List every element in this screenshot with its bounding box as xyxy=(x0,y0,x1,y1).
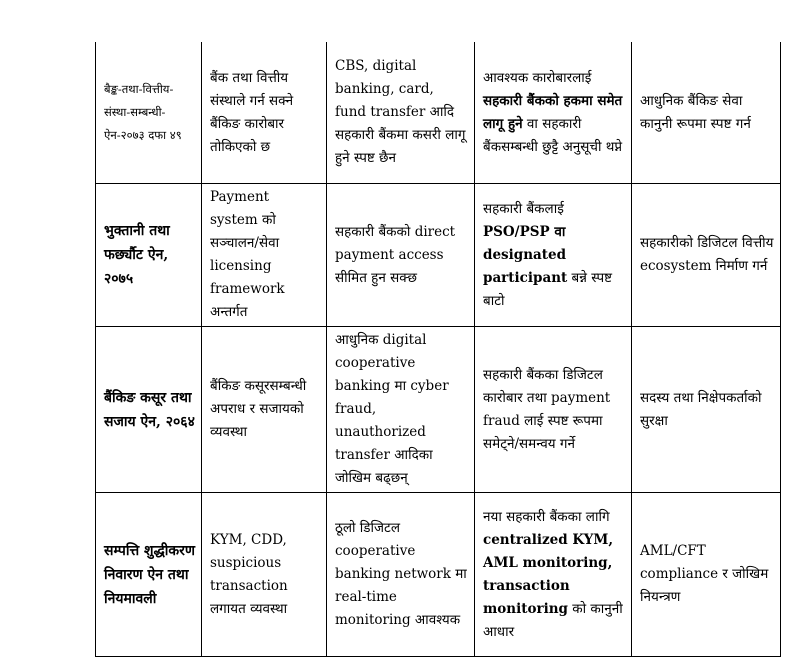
scope-text: Payment system को सञ्चालन/सेवा licensing framework अन्तर्गत xyxy=(210,189,285,320)
outcome-cell xyxy=(632,327,781,493)
law-name: बैङ्क-तथा-वित्तीय-संस्था-सम्बन्धी-ऐन-२०७३ दफा ४९ xyxy=(104,82,182,142)
reform-text-post: वा सहकारी बैंकसम्बन्धी छुट्टै अनुसूची थप्ने xyxy=(483,115,623,155)
gap-cell xyxy=(327,493,475,657)
outcome-cell xyxy=(632,493,781,657)
law-name-cell xyxy=(96,493,202,657)
law-name: बैंकिङ कसूर तथा सजाय ऐन, २०६४ xyxy=(104,389,195,430)
law-name-cell xyxy=(96,42,202,184)
reform-text-pre: नया सहकारी बैंकका लागि xyxy=(483,508,610,525)
outcome-text: सदस्य तथा निक्षेपकर्ताको सुरक्षा xyxy=(640,389,762,429)
gap-cell xyxy=(327,327,475,493)
reform-cell xyxy=(475,493,632,657)
table-row xyxy=(96,327,781,493)
table-row xyxy=(96,184,781,327)
reform-text-pre: सहकारी बैंकका डिजिटल कारोबार तथा payment fraud लाई स्पष्ट रूपमा समेट्ने/समन्वय गर्ने xyxy=(483,366,611,452)
reform-text-bold: PSO/PSP वा designated participant xyxy=(483,223,568,286)
scope-cell xyxy=(202,184,327,327)
reform-cell xyxy=(475,327,632,493)
reform-text-pre: आवश्यक कारोबारलाई xyxy=(483,69,592,86)
reform-text-bold: सहकारी बैंकको हकमा समेत लागू हुने xyxy=(483,92,623,132)
table-row xyxy=(96,493,781,657)
reform-text-post: बन्ने स्पष्ट बाटो xyxy=(483,269,613,309)
reform-text-bold: centralized KYM, AML monitoring, transaction monitoring xyxy=(483,531,614,617)
scope-text: बैंकिङ कसूरसम्बन्धी अपराध र सजायको व्यवस्था xyxy=(210,378,307,440)
reform-cell xyxy=(475,42,632,184)
reform-text-pre: सहकारी बैंकलाई xyxy=(483,200,564,217)
gap-text: CBS, digital banking, card, fund transfer आदि सहकारी बैंकमा कसरी लागू हुने स्पष्ट छैन xyxy=(335,58,466,166)
outcome-text: AML/CFT compliance र जोखिम नियन्त्रण xyxy=(640,543,769,605)
gap-text: आधुनिक digital cooperative banking मा cyber fraud, unauthorized transfer आदिका जोखिम बढ्छन् xyxy=(335,332,449,486)
scope-cell xyxy=(202,42,327,184)
scope-cell xyxy=(202,493,327,657)
law-name: भुक्तानी तथा फर्छ्यौट ऐन, २०७५ xyxy=(104,223,170,287)
reform-cell xyxy=(475,184,632,327)
scope-text: KYM, CDD, suspicious transaction लगायत व्यवस्था xyxy=(210,531,288,617)
law-name-cell xyxy=(96,327,202,493)
scope-cell xyxy=(202,327,327,493)
table-row xyxy=(96,42,781,184)
gap-cell xyxy=(327,184,475,327)
gap-cell xyxy=(327,42,475,184)
law-name-cell xyxy=(96,184,202,327)
law-name: सम्पत्ति शुद्धीकरण निवारण ऐन तथा नियमावली xyxy=(104,542,195,607)
outcome-text: आधुनिक बैंकिङ सेवा कानुनी रूपमा स्पष्ट गर्न xyxy=(640,92,751,132)
gap-text: ठूलो डिजिटल cooperative banking network मा real-time monitoring आवश्यक xyxy=(335,520,467,628)
gap-text: सहकारी बैंकको direct payment access सीमित हुन सक्छ xyxy=(335,223,456,286)
scope-text: बैंक तथा वित्तीय संस्थाले गर्न सक्ने बैंकिङ कारोबार तोकिएको छ xyxy=(210,69,294,155)
outcome-cell xyxy=(632,42,781,184)
outcome-cell xyxy=(632,184,781,327)
outcome-text: सहकारीको डिजिटल वित्तीय ecosystem निर्माण गर्न xyxy=(640,235,774,274)
reform-text-post: को कानुनी आधार xyxy=(483,600,623,640)
law-reform-table xyxy=(95,42,781,657)
